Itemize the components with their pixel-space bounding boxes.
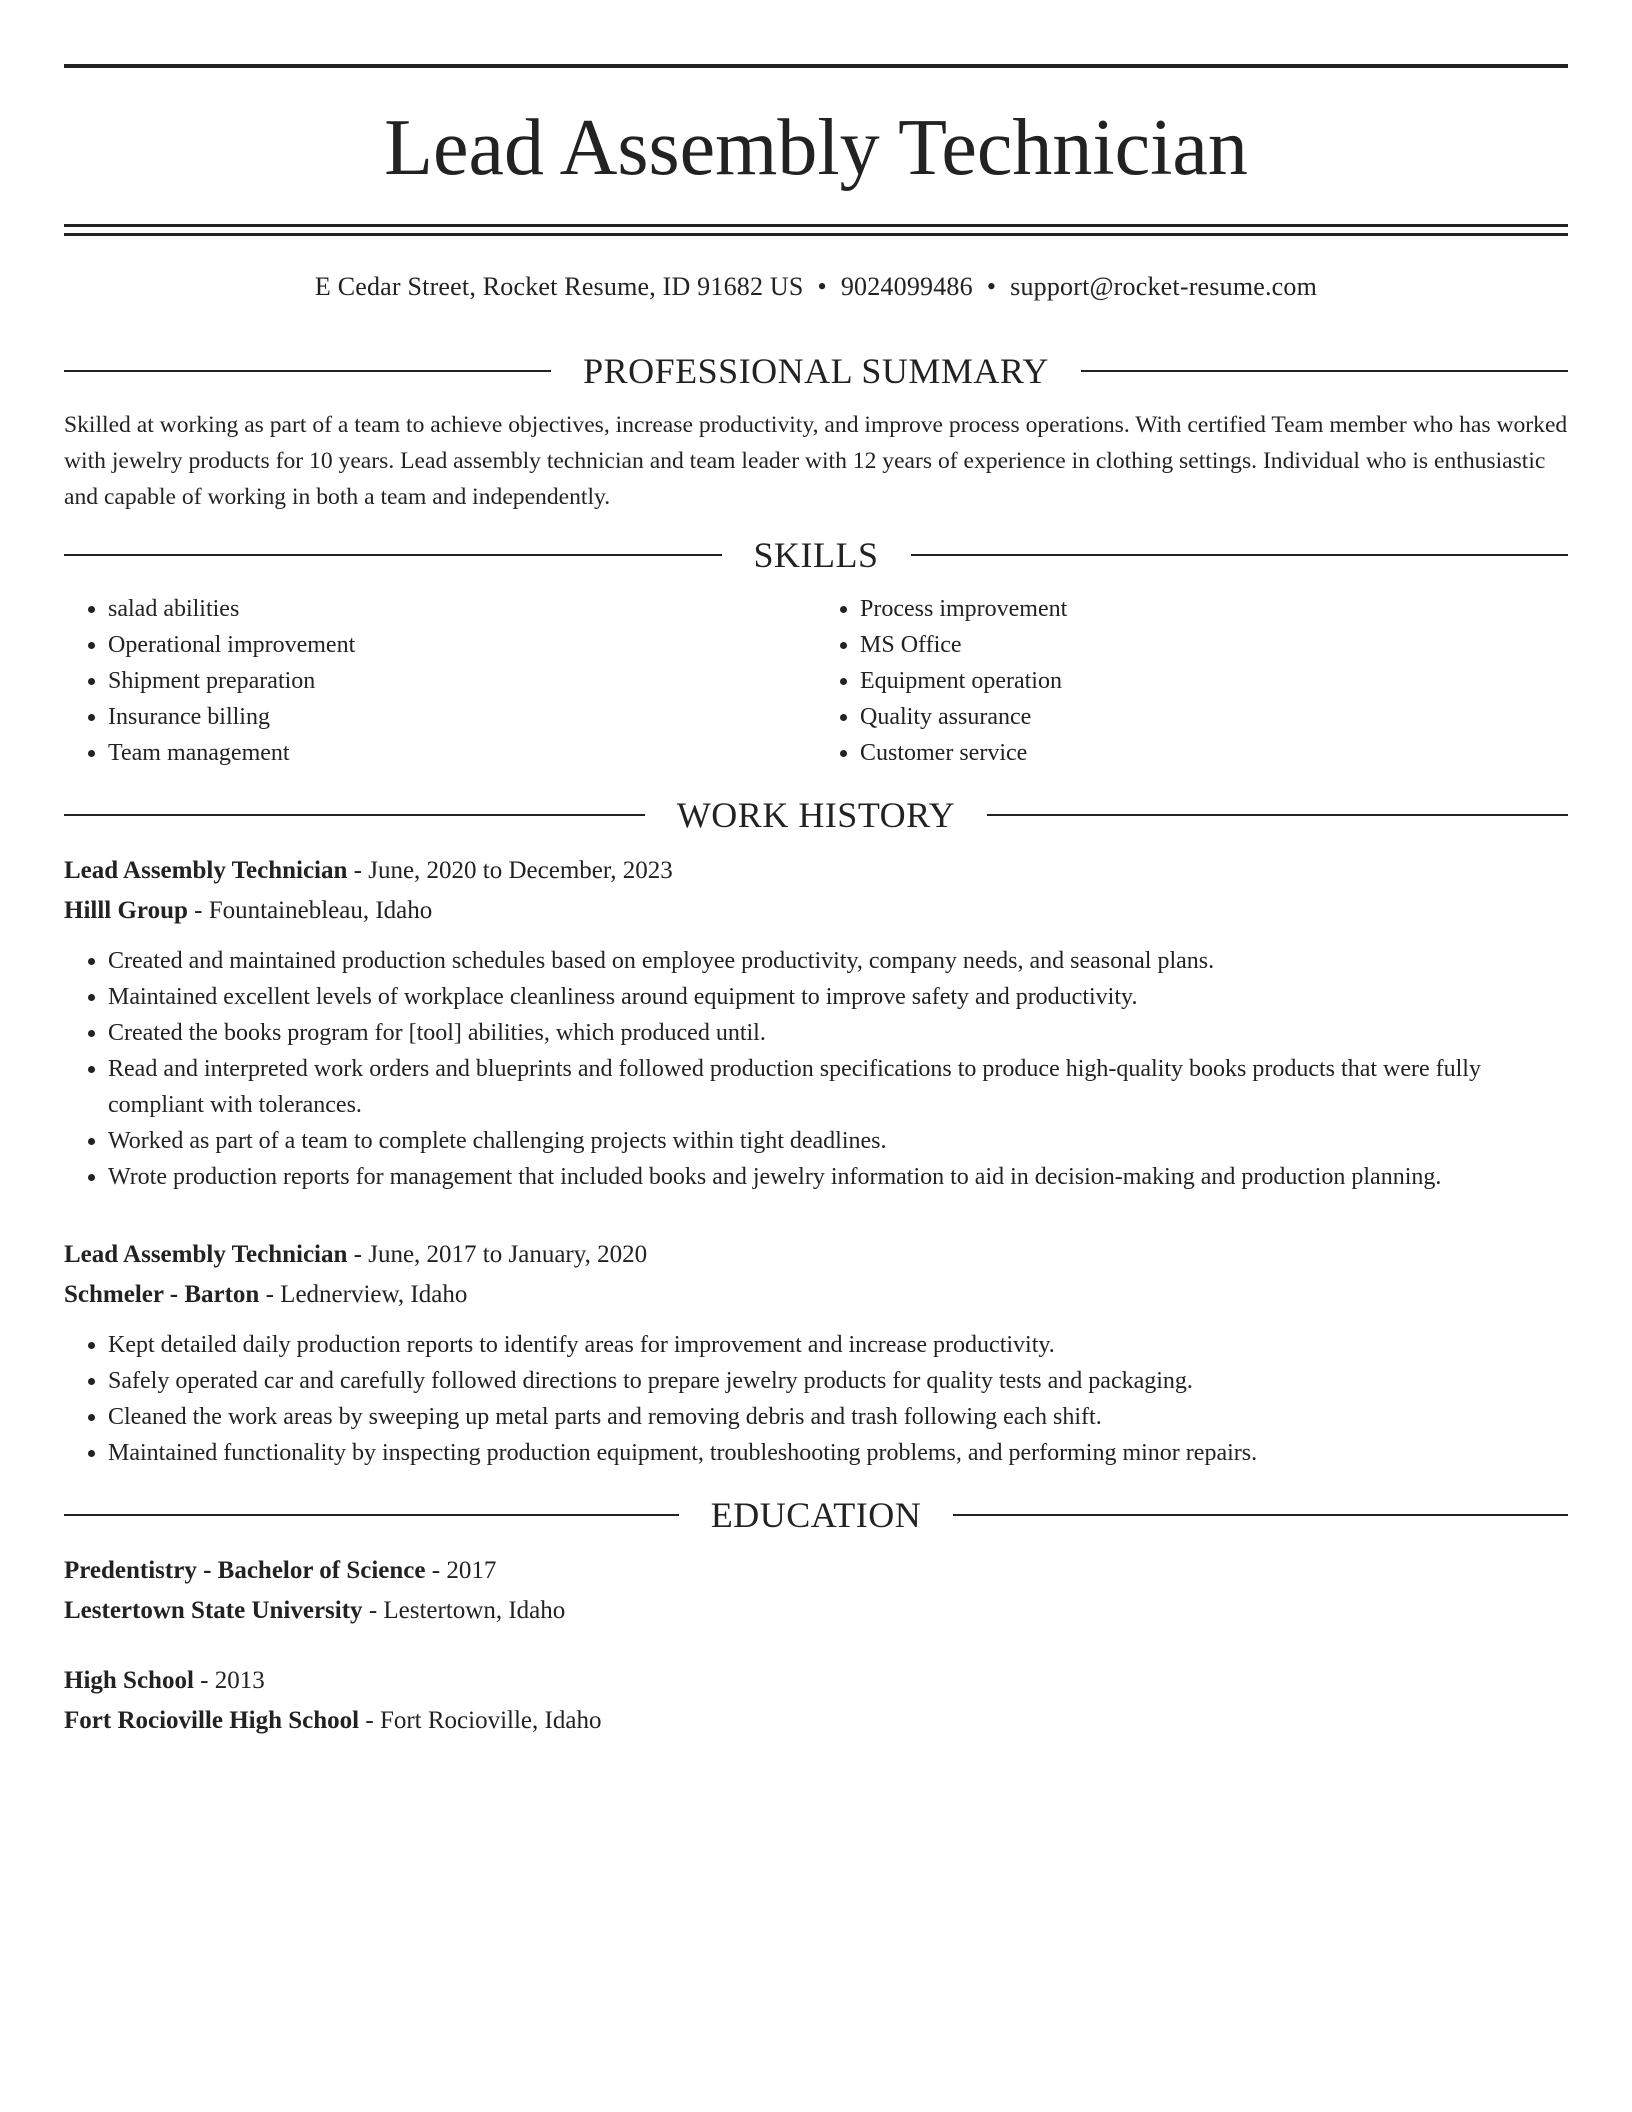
heading-rule-left <box>64 1514 679 1516</box>
summary-text: Skilled at working as part of a team to achieve objectives, increase productivity, and improve process operations. With certified Team member who has worked with jewelry products for 10 years. Lead assembly technician and team leader with 12 years of experience in clothing settings. Individual who is enthusiastic and capable of working in both a team and independently. <box>64 412 1568 510</box>
school-line <box>64 1701 1568 1741</box>
job-location: - Lednerview, Idaho <box>259 1281 468 1308</box>
skills-list <box>64 591 1568 771</box>
candidate-name: Lead Assembly Technician <box>384 104 1248 192</box>
job-duty: • Read and interpreted work orders and blueprints and followed production specifications to produce high-quality books products that were fully compliant with tolerances. <box>108 1051 1568 1123</box>
skill-item: • salad abilities <box>108 591 816 627</box>
job-location: - Fountainebleau, Idaho <box>187 897 433 924</box>
job-duty: • Wrote production reports for management that included books and jewelry information to aid in decision-making and production planning. <box>108 1159 1568 1195</box>
job-dates: - June, 2020 to December, 2023 <box>347 857 673 884</box>
contact-email: support@rocket-resume.com <box>1010 272 1318 301</box>
education-section-title: EDUCATION <box>710 1495 922 1535</box>
job-duty: • Created the books program for [tool] abilities, which produced until. <box>108 1015 1568 1051</box>
school-location: - Lestertown, Idaho <box>362 1597 566 1624</box>
education-entry <box>64 1661 1568 1741</box>
job-company-line <box>64 1275 1568 1315</box>
work-section-heading <box>64 793 1568 837</box>
heading-rule-left <box>64 814 645 816</box>
heading-rule-left <box>64 370 551 372</box>
skill-item: • Shipment preparation <box>108 663 816 699</box>
degree-name: Predentistry - Bachelor of Science <box>64 1557 426 1584</box>
contact-phone: 9024099486 <box>840 272 973 301</box>
skill-item: • Quality assurance <box>860 699 1568 735</box>
work-entry <box>64 851 1568 1195</box>
school-line <box>64 1591 1568 1631</box>
resume-page <box>64 64 1568 1741</box>
degree-year: - 2017 <box>425 1557 497 1584</box>
skill-item: • Operational improvement <box>108 627 816 663</box>
contact-line <box>64 269 1568 305</box>
job-company: Schmeler - Barton <box>64 1281 260 1308</box>
job-duty: • Maintained functionality by inspecting production equipment, troubleshooting problems, and performing minor repairs. <box>108 1435 1568 1471</box>
contact-separator: • <box>817 272 827 301</box>
work-section-title: WORK HISTORY <box>676 795 956 835</box>
job-duty: • Kept detailed daily production reports to identify areas for improvement and increase productivity. <box>108 1327 1568 1363</box>
skills-section-title: SKILLS <box>753 535 879 575</box>
job-company: Hilll Group <box>64 897 188 924</box>
job-duty: • Worked as part of a team to complete challenging projects within tight deadlines. <box>108 1123 1568 1159</box>
skills-section-heading <box>64 533 1568 577</box>
degree-name: High School <box>64 1667 194 1694</box>
education-entry <box>64 1551 1568 1631</box>
summary-section-heading <box>64 349 1568 393</box>
job-duty: • Safely operated car and carefully followed directions to prepare jewelry products for quality tests and packaging. <box>108 1363 1568 1399</box>
heading-rule-right <box>987 814 1568 816</box>
heading-rule-left <box>64 554 722 556</box>
skill-item: • Insurance billing <box>108 699 816 735</box>
skill-item: • MS Office <box>860 627 1568 663</box>
school-name: Lestertown State University <box>64 1597 363 1624</box>
contact-separator: • <box>986 272 997 301</box>
job-title-line <box>64 851 1568 891</box>
skills-column-left <box>64 591 816 771</box>
skill-item: • Process improvement <box>860 591 1568 627</box>
job-duty: • Created and maintained production schedules based on employee productivity, company needs, and seasonal plans. <box>108 943 1568 979</box>
job-duty: • Maintained excellent levels of workplace cleanliness around equipment to improve safety and productivity. <box>108 979 1568 1015</box>
education-section-heading <box>64 1493 1568 1537</box>
job-duties <box>64 1327 1568 1471</box>
job-title: Lead Assembly Technician <box>64 857 348 884</box>
skill-item: • Customer service <box>860 735 1568 771</box>
heading-rule-right <box>1081 370 1568 372</box>
job-duties <box>64 943 1568 1195</box>
work-entry <box>64 1235 1568 1471</box>
job-title-line <box>64 1235 1568 1275</box>
job-company-line <box>64 891 1568 931</box>
job-title: Lead Assembly Technician <box>64 1241 348 1268</box>
header-rule-upper <box>64 224 1568 227</box>
skill-item: • Equipment operation <box>860 663 1568 699</box>
degree-line <box>64 1551 1568 1591</box>
header-rule-lower <box>64 233 1568 236</box>
summary-section-title: PROFESSIONAL SUMMARY <box>583 351 1049 391</box>
school-name: Fort Rocioville High School <box>64 1707 360 1734</box>
degree-year: - 2013 <box>193 1667 265 1694</box>
skill-item: • Team management <box>108 735 816 771</box>
heading-rule-right <box>953 1514 1568 1516</box>
skills-column-right <box>816 591 1568 771</box>
header-top-rule <box>64 64 1568 68</box>
job-duty: • Cleaned the work areas by sweeping up metal parts and removing debris and trash following each shift. <box>108 1399 1568 1435</box>
contact-address: E Cedar Street, Rocket Resume, ID 91682 US <box>314 272 804 301</box>
degree-line <box>64 1661 1568 1701</box>
heading-rule-right <box>911 554 1569 556</box>
job-dates: - June, 2017 to January, 2020 <box>347 1241 648 1268</box>
school-location: - Fort Rocioville, Idaho <box>359 1707 602 1734</box>
